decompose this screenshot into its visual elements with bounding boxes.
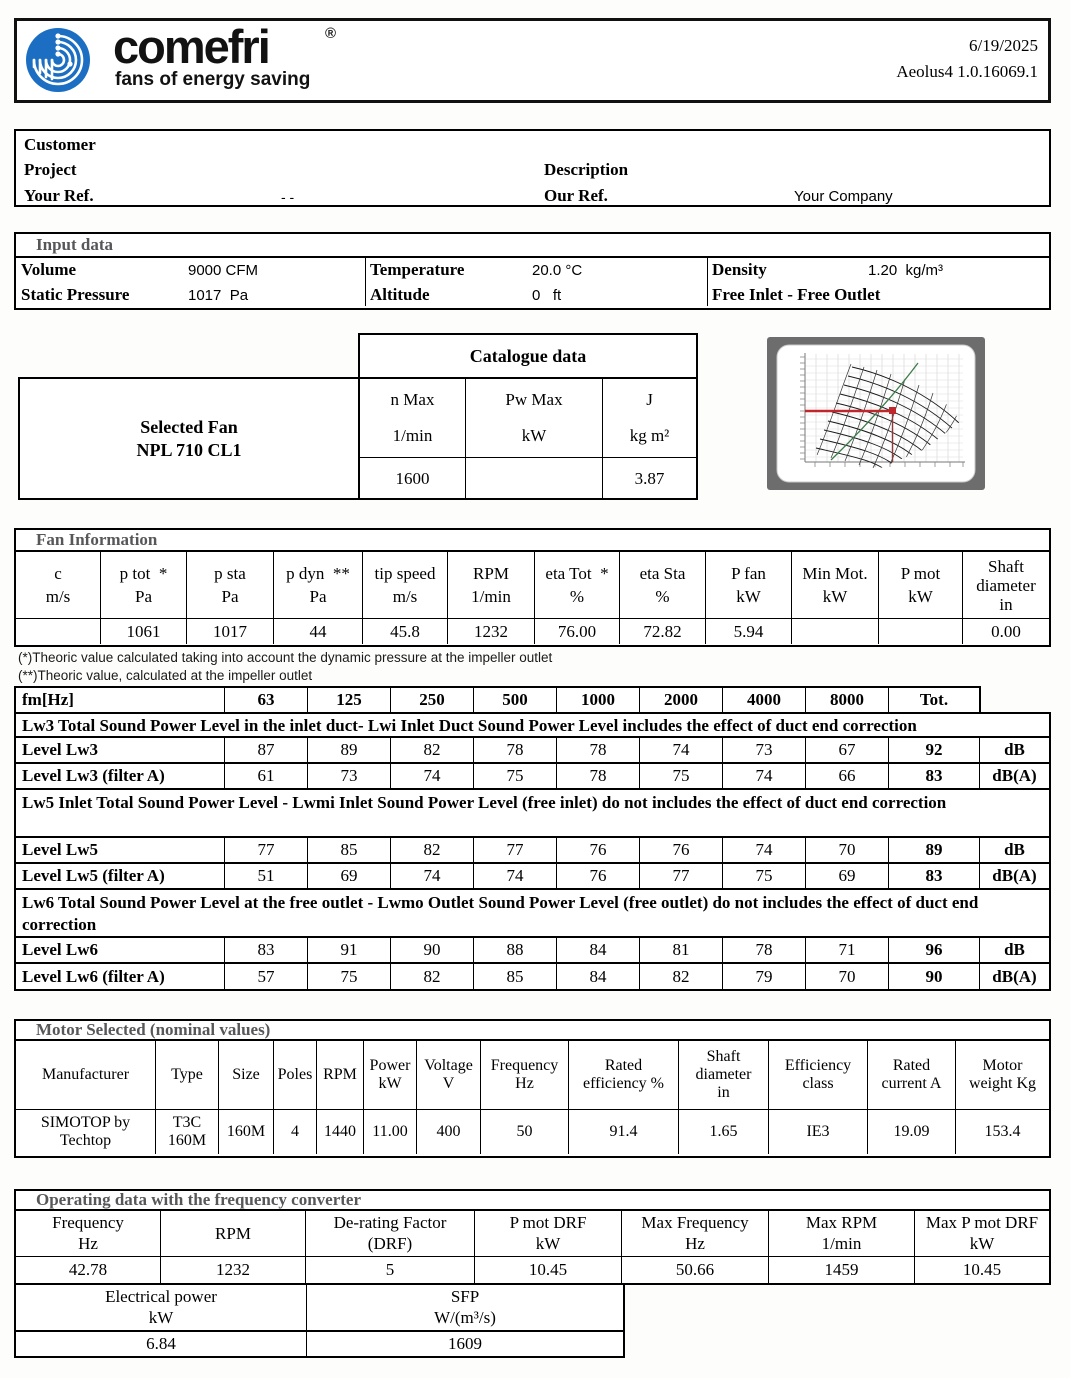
motor-h-power: Power kW [363, 1041, 416, 1109]
volume-label: Volume [21, 260, 77, 279]
col-etatot-unit: % [569, 586, 585, 606]
static-pressure-label: Static Pressure [21, 285, 130, 304]
val-pdyn: 44 [273, 619, 362, 644]
op-v-rpm: 1232 [160, 1257, 305, 1283]
col-pmot-unit: kW [908, 586, 933, 606]
op-v-max-rpm: 1459 [768, 1257, 914, 1283]
motor-h-manufacturer: Manufacturer [41, 1066, 130, 1083]
lw3-section-title: Lw3 Total Sound Power Level in the inlet duct- Lwi Inlet Duct Sound Power Level includes the effect of duct end correction [14, 712, 1051, 738]
motor-v-type: T3C 160M [155, 1110, 218, 1154]
freq-8000: 8000 [805, 688, 888, 712]
col-etatot-header: eta Tot * [545, 563, 609, 583]
input-data-title: Input data [16, 234, 1049, 258]
footnote-1: (*)Theoric value calculated taking into account the dynamic pressure at the impeller outlet [18, 650, 553, 665]
electrical-power-header: Electrical power [105, 1287, 217, 1306]
col-c-unit: m/s [45, 586, 71, 606]
col-etasta-unit: % [655, 586, 670, 606]
op-h-max-frequency: Max Frequency [641, 1213, 749, 1232]
motor-v-rpm: 1440 [316, 1110, 363, 1154]
col-pfan-header: P fan [731, 563, 766, 583]
val-minmot [791, 619, 878, 644]
motor-h-size: Size [218, 1041, 273, 1109]
comefri-logo [25, 20, 405, 93]
nmax-unit: 1/min [392, 426, 433, 445]
col-pfan-unit: kW [736, 586, 761, 606]
op-v-max-frequency: 50.66 [621, 1257, 768, 1283]
motor-v-poles: 4 [273, 1110, 316, 1154]
motor-v-size: 160M [218, 1110, 273, 1154]
fan-curve-chart [767, 337, 985, 490]
density-label: Density [712, 260, 767, 279]
motor-v-shaft-diameter: 1.65 [678, 1110, 768, 1154]
motor-v-power: 11.00 [363, 1110, 416, 1154]
operating-table: Operating data with the frequency converter Frequency Hz RPM De-rating Factor (DRF) P mot DRF kW Max Frequency Hz Max RPM 1/min Max P mot DRF kW 42.78 1232 5 10.45 50.66 1459 10.45 Electrical power kW SFP W/(m³/s) 6.84 1609 [14, 1189, 1051, 1358]
your-ref-value: - - [281, 189, 295, 205]
sound-power-table [14, 686, 1051, 991]
col-shaft-header: Shaft diameter [976, 556, 1036, 595]
op-v-pmot-drf: 10.45 [474, 1257, 621, 1283]
motor-h-frequency: Frequency Hz [480, 1041, 568, 1109]
lw6-filter-a-row: Level Lw6 (filter A) 57 75 82 85 84 82 79 70 90 dB(A) [14, 964, 1051, 991]
j-header: J [646, 390, 653, 409]
comefri-logo-icon [25, 27, 91, 93]
val-rpm: 1232 [447, 619, 534, 644]
catalogue-grid [358, 377, 698, 500]
lw6-row: Level Lw6 83 91 90 88 84 81 78 71 96 dB [14, 938, 1051, 964]
freq-500: 500 [473, 688, 556, 712]
fan-information-table [14, 528, 1051, 647]
static-pressure-value: 1017 Pa [188, 287, 249, 304]
motor-h-type: Type [155, 1041, 218, 1109]
col-tipspeed-unit: m/s [392, 586, 418, 606]
project-label: Project [24, 160, 77, 179]
customer-box [14, 129, 1051, 207]
val-ptot: 1061 [100, 619, 186, 644]
lw5-row: Level Lw5 77 85 82 77 76 76 74 70 89 dB [14, 838, 1051, 864]
nmax-value: 1600 [395, 468, 430, 488]
motor-table [14, 1019, 1051, 1158]
motor-h-rated-efficiency: Rated efficiency % [568, 1041, 678, 1109]
op-h-max-pmot-drf: Max P mot DRF [925, 1213, 1039, 1232]
density-value: 1.20 kg/m³ [868, 262, 944, 279]
motor-v-voltage: 400 [416, 1110, 480, 1154]
selected-fan-label: Selected Fan [140, 416, 238, 437]
op-h-max-rpm: Max RPM [805, 1213, 878, 1232]
logo-brand: comefri [113, 20, 269, 73]
val-etatot: 76.00 [534, 619, 619, 644]
op-h-drf: De-rating Factor [333, 1213, 447, 1232]
electrical-power-unit: kW [148, 1308, 174, 1327]
our-ref-label: Our Ref. [544, 186, 608, 205]
motor-h-voltage: Voltage V [416, 1041, 480, 1109]
motor-v-rated-current: 19.09 [867, 1110, 955, 1154]
logo-registered-mark: ® [325, 25, 337, 42]
freq-250: 250 [390, 688, 473, 712]
pwmax-unit: kW [521, 426, 547, 445]
catalogue-data-title: Catalogue data [358, 333, 698, 377]
sound-freq-header-row [14, 686, 981, 712]
col-rpm-unit: 1/min [471, 586, 511, 606]
logo-tagline: fans of energy saving [115, 69, 311, 90]
op-v-drf: 5 [305, 1257, 474, 1283]
col-tipspeed-header: tip speed [374, 563, 436, 583]
op-h-frequency: Frequency [52, 1213, 124, 1232]
motor-title: Motor Selected (nominal values) [16, 1021, 1049, 1041]
description-label: Description [544, 160, 629, 179]
lw5-section-title: Lw5 Inlet Total Sound Power Level - Lwmi Inlet Sound Power Level (free inlet) do not includes the effect of duct end correction [14, 790, 1051, 838]
report-date: 6/19/2025 [969, 36, 1038, 55]
val-psta: 1017 [186, 619, 273, 644]
pwmax-header: Pw Max [505, 390, 563, 409]
motor-v-frequency: 50 [480, 1110, 568, 1154]
col-psta-header: p sta [214, 563, 246, 583]
motor-v-motor-weight: 153.4 [955, 1110, 1049, 1154]
motor-h-rpm: RPM [316, 1041, 363, 1109]
temperature-label: Temperature [370, 260, 465, 279]
motor-h-poles: Poles [273, 1041, 316, 1109]
motor-h-motor-weight: Motor weight Kg [955, 1041, 1049, 1109]
j-value: 3.87 [602, 458, 696, 499]
col-ptot-header: p tot * [119, 563, 168, 583]
lw3-filter-a-row: Level Lw3 (filter A) 61 73 74 75 78 75 74 66 83 dB(A) [14, 764, 1051, 790]
motor-h-rated-current: Rated current A [867, 1041, 955, 1109]
col-shaft-unit: in [999, 594, 1013, 614]
freq-row-label: fm[Hz] [22, 690, 74, 709]
col-minmot-unit: kW [822, 586, 848, 606]
op-h-pmot-drf: P mot DRF [509, 1213, 587, 1232]
altitude-label: Altitude [370, 285, 430, 304]
volume-value: 9000 CFM [188, 262, 259, 279]
col-pdyn-unit: Pa [309, 586, 327, 606]
val-pmot [878, 619, 962, 644]
customer-label: Customer [24, 135, 96, 154]
your-ref-label: Your Ref. [24, 186, 94, 205]
col-rpm-header: RPM [473, 563, 509, 583]
val-pfan: 5.94 [705, 619, 791, 644]
val-etasta: 72.82 [619, 619, 705, 644]
freq-63: 63 [224, 688, 307, 712]
lw5-filter-a-row: Level Lw5 (filter A) 51 69 74 74 76 77 75 69 83 dB(A) [14, 864, 1051, 890]
motor-h-efficiency-class: Efficiency class [768, 1041, 867, 1109]
motor-v-efficiency-class: IE3 [768, 1110, 867, 1154]
val-shaft: 0.00 [962, 619, 1049, 644]
freq-1000: 1000 [556, 688, 639, 712]
sfp-unit: W/(m³/s) [434, 1308, 496, 1327]
motor-v-rated-efficiency: 91.4 [568, 1110, 678, 1154]
val-tipspeed: 45.8 [362, 619, 447, 644]
selected-fan-model: NPL 710 CL1 [136, 439, 242, 460]
sfp-header: SFP [450, 1287, 480, 1306]
header-box [14, 18, 1051, 103]
col-etasta-header: eta Sta [639, 563, 686, 583]
footnote-2: (**)Theoric value, calculated at the impeller outlet [18, 668, 313, 683]
col-pdyn-header: p dyn ** [286, 563, 350, 583]
software-version: Aeolus4 1.0.16069.1 [896, 62, 1038, 81]
company-value: Your Company [794, 188, 893, 205]
col-psta-unit: Pa [221, 586, 239, 606]
col-pmot-header: P mot [900, 563, 941, 583]
freq-125: 125 [307, 688, 390, 712]
freq-tot: Tot. [888, 688, 979, 712]
operating-title: Operating data with the frequency converter [14, 1189, 1051, 1211]
altitude-value: 0 ft [532, 287, 562, 304]
col-c-header: c [54, 563, 62, 583]
fan-information-title: Fan Information [16, 530, 1049, 552]
motor-v-manufacturer: SIMOTOP by Techtop [40, 1114, 131, 1149]
val-c [16, 619, 100, 644]
pwmax-value [465, 458, 602, 499]
nmax-header: n Max [390, 390, 435, 409]
temperature-value: 20.0 °C [532, 262, 583, 279]
input-data-table [14, 232, 1051, 310]
op-h-rpm: RPM [215, 1223, 251, 1243]
motor-h-shaft-diameter: Shaft diameter in [678, 1041, 768, 1109]
inlet-outlet-config: Free Inlet - Free Outlet [712, 285, 881, 304]
selected-fan-box [18, 377, 358, 500]
j-unit: kg m² [629, 426, 670, 445]
lw3-row: Level Lw3 87 89 82 78 78 74 73 67 92 dB [14, 738, 1051, 764]
electrical-power-value: 6.84 [146, 1334, 176, 1353]
freq-4000: 4000 [722, 688, 805, 712]
op-v-frequency: 42.78 [68, 1260, 108, 1279]
lw6-section-title: Lw6 Total Sound Power Level at the free outlet - Lwmo Outlet Sound Power Level (free outlet) do not includes the effect of duct end correction [14, 890, 1051, 938]
op-v-max-pmot-drf: 10.45 [914, 1257, 1049, 1283]
col-ptot-unit: Pa [135, 586, 152, 606]
col-minmot-header: Min Mot. [802, 563, 868, 583]
freq-2000: 2000 [639, 688, 722, 712]
sfp-value: 1609 [306, 1332, 623, 1356]
